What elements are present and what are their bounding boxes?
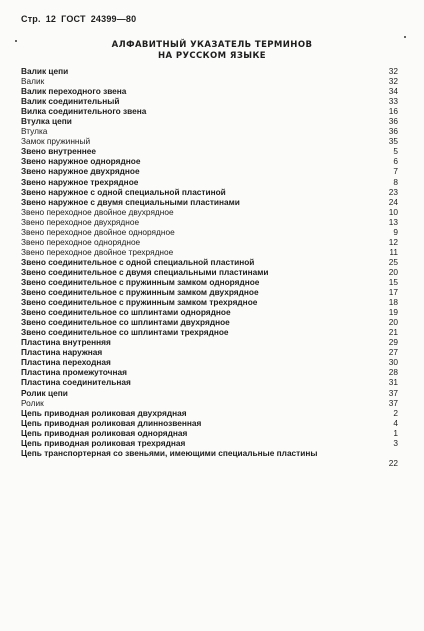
index-entry (21, 146, 398, 156)
index-entry (21, 156, 398, 166)
entry-term: Ролик (21, 397, 44, 408)
index-entry (21, 197, 398, 207)
entry-term: Звено наружное с одной специальной пластиной (21, 186, 226, 197)
entry-term: Звено наружное однорядное (21, 156, 141, 167)
index-entry (21, 257, 398, 267)
entry-term: Звено переходное двойное однорядное (21, 226, 175, 237)
index-entry (21, 448, 398, 468)
entry-term: Цепь приводная роликовая двухрядная (21, 407, 187, 418)
index-entry (21, 106, 398, 116)
entry-term: Пластина промежуточная (21, 367, 127, 378)
entry-page-number: 5 (393, 146, 398, 157)
entry-term: Втулка (21, 126, 48, 137)
index-entry (21, 408, 398, 418)
entry-page-number: 19 (388, 307, 398, 318)
entry-term: Втулка цепи (21, 116, 72, 127)
entry-page-number: 3 (393, 437, 398, 448)
page-header (21, 14, 141, 24)
entry-page-number: 10 (388, 206, 398, 217)
entry-page-number: 36 (388, 126, 398, 137)
index-entry (21, 86, 398, 96)
index-entry (21, 307, 398, 317)
entry-page-number: 34 (388, 86, 398, 97)
entry-page-number: 33 (388, 96, 398, 107)
entry-page-number: 32 (388, 66, 398, 76)
entry-term: Звено наружное с двумя специальными пластинами (21, 196, 240, 207)
entry-page-number: 15 (388, 276, 398, 287)
index-entry (21, 347, 398, 357)
entry-page-number: 21 (388, 327, 398, 338)
entry-page-number: 2 (393, 407, 398, 418)
index-entry (21, 126, 398, 136)
entry-term: Звено соединительное с пружинным замком трехрядное (21, 297, 258, 308)
entry-term: Звено соединительное с двумя специальными пластинами (21, 266, 269, 277)
index-entry (21, 247, 398, 257)
entry-term: Вилка соединительного звена (21, 106, 147, 117)
entry-term: Замок пружинный (21, 136, 91, 147)
entry-page-number: 32 (388, 76, 398, 87)
entry-term: Звено соединительное со шплинтами однорядное (21, 307, 231, 318)
entry-term: Звено соединительное со шплинтами трехрядное (21, 327, 229, 338)
index-entry (21, 66, 398, 76)
entry-term: Валик переходного звена (21, 86, 127, 97)
entry-page-number: 29 (388, 337, 398, 348)
entry-page-number: 13 (388, 216, 398, 227)
entry-page-number: 1 (393, 427, 398, 438)
index-entry (21, 398, 398, 408)
entry-term: Цепь приводная роликовая трехрядная (21, 437, 186, 448)
entry-page-number: 22 (388, 457, 398, 468)
index-entry (21, 267, 398, 277)
entry-term: Звено соединительное с одной специальной пластиной (21, 256, 255, 267)
index-entry (21, 76, 398, 86)
index-entry (21, 317, 398, 327)
entry-page-number: 6 (393, 156, 398, 167)
entry-term: Пластина наружная (21, 347, 103, 358)
index-entry (21, 367, 398, 377)
entry-term: Валик соединительный (21, 96, 120, 107)
index-entry (21, 388, 398, 398)
index-entry (21, 217, 398, 227)
index-title: АЛФАВИТНЫЙ УКАЗАТЕЛЬ ТЕРМИНОВ (111, 40, 313, 50)
entry-term: Звено переходное двойное двухрядное (21, 206, 174, 217)
entry-term: Звено наружное двухрядное (21, 166, 140, 177)
entry-page-number: 28 (388, 367, 398, 378)
index-entry (21, 418, 398, 428)
entry-page-number: 7 (393, 166, 398, 177)
entry-term: Звено соединительное со шплинтами двухрядное (21, 317, 230, 328)
index-entry (21, 116, 398, 126)
standard-number: 24399—80 (90, 14, 137, 24)
entry-term: Звено соединительное с пружинным замком однорядное (21, 276, 260, 287)
entry-term: Ролик цепи (21, 387, 68, 398)
entry-page-number: 20 (388, 266, 398, 277)
index-subtitle: НА РУССКОМ ЯЗЫКЕ (157, 51, 267, 61)
index-entry (21, 337, 398, 347)
entry-page-number: 18 (388, 297, 398, 308)
entry-page-number: 9 (393, 226, 398, 237)
entry-term: Пластина переходная (21, 357, 111, 368)
entry-page-number: 37 (388, 387, 398, 398)
index-entry (21, 187, 398, 197)
entry-page-number: 17 (388, 287, 398, 298)
term-index-list (21, 66, 398, 468)
entry-term: Звено соединительное с пружинным замком двухрядное (21, 287, 259, 298)
entry-term: Пластина соединительная (21, 377, 131, 388)
index-entry (21, 177, 398, 187)
index-entry (21, 207, 398, 217)
index-entry (21, 96, 398, 106)
entry-page-number: 27 (388, 347, 398, 358)
entry-page-number: 37 (388, 397, 398, 408)
index-entry (21, 438, 398, 448)
index-entry (21, 327, 398, 337)
entry-term: Пластина внутренняя (21, 337, 111, 348)
scan-speck (404, 36, 406, 38)
entry-page-number: 24 (388, 196, 398, 207)
index-entry (21, 227, 398, 237)
entry-term: Валик (21, 76, 45, 87)
index-entry (21, 287, 398, 297)
entry-term: Цепь приводная роликовая однорядная (21, 427, 188, 438)
entry-page-number: 23 (388, 186, 398, 197)
entry-page-number: 16 (388, 106, 398, 117)
entry-page-number: 20 (388, 317, 398, 328)
index-entry (21, 277, 398, 287)
page-number: 12 (45, 14, 57, 24)
index-entry (21, 297, 398, 307)
entry-page-number: 11 (389, 246, 398, 257)
entry-term: Цепь транспортерная со звеньями, имеющими специальные пластины (21, 447, 318, 458)
index-entry (21, 136, 398, 146)
entry-term: Звено переходное однорядное (21, 236, 141, 247)
entry-page-number: 25 (388, 256, 398, 267)
page-label: Стр. (21, 14, 41, 24)
standard-label: ГОСТ (61, 14, 86, 24)
entry-page-number: 12 (388, 236, 398, 247)
entry-term: Валик цепи (21, 66, 69, 76)
index-entry (21, 357, 398, 367)
entry-page-number: 35 (388, 136, 398, 147)
index-entry (21, 166, 398, 176)
entry-page-number: 4 (393, 417, 398, 428)
entry-term: Звено переходное двойное трехрядное (21, 246, 174, 257)
entry-term: Звено переходное двухрядное (21, 216, 140, 227)
entry-page-number: 36 (388, 116, 398, 127)
entry-term: Цепь приводная роликовая длиннозвенная (21, 417, 202, 428)
entry-term: Звено наружное трехрядное (21, 176, 139, 187)
entry-page-number: 30 (388, 357, 398, 368)
index-entry (21, 377, 398, 387)
index-entry (21, 237, 398, 247)
entry-page-number: 31 (388, 377, 398, 388)
entry-term: Звено внутреннее (21, 146, 97, 157)
entry-page-number: 8 (393, 176, 398, 187)
index-entry (21, 428, 398, 438)
